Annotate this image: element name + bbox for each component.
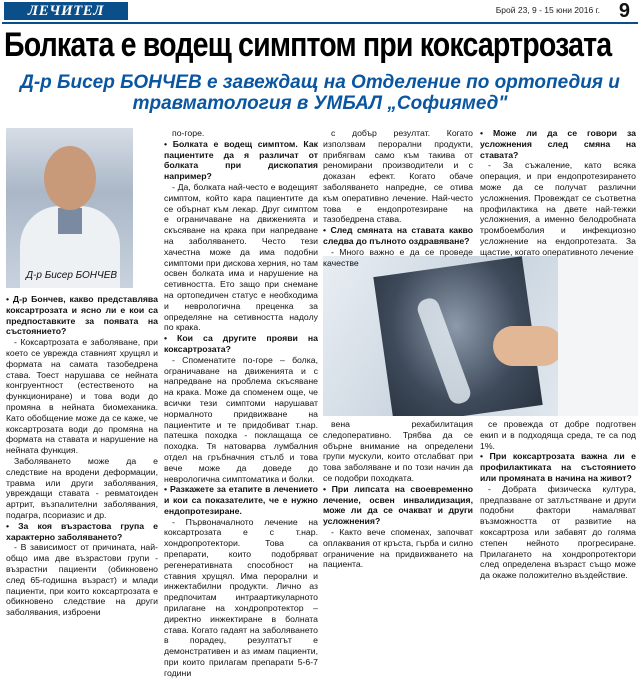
interview-answer: - За съжаление, като всяка операция, и при ендопротезирането може да се получат различни усложнения. Провеждат се съответна профилактика на двете най-тежки усложнения, а именно белодробната тромбоемболия и инфекциозно усложнение на ендопротезата. За щастие, когато оперативното лечение xyxy=(480,160,636,257)
interview-answer: Заболяването може да е следствие на вродени деформации, травма или други заболявания, увреждащи ставата - ревматоиден артрит, възпалителни заболявания, подагра, псориазис и др. xyxy=(6,455,158,520)
interview-question: • Може ли да се говори за усложнения след смяна на ставата? xyxy=(480,128,636,160)
interview-answer: - Първоначалното лечение на коксартрозата е с т.нар. хондропротектори. Това са препарати, които подобряват регенеративната способност на ставния хрущял. Има перорални и инжектабилни продукти. Лично аз предпочитам интраартикуларното прилагане на хондропротектор – директно инжектиране в болната става. Когато гадаят на заболяването в порадеџ, резултатът е демонстративен и аз имам пациенти, при които прилагам препарати 5-6-7 години xyxy=(164,516,318,678)
page-number: 9 xyxy=(618,0,630,22)
interview-answer: вена рехабилитация следоперативно. Трябва да се обърне внимание на определени групи мускули, които отслабват при това заболяване и по този начин да се подобри походката. xyxy=(323,419,473,483)
interview-answer: - Добрата физическа култура, предпазване от затлъстяване и други подобни фактори намаляват възможността от развитие на коксартроза или забавят до голяма степен нейното прогресиране. Прилагането на хондропротектори след определена възраст също може да окаже положително въздействие. xyxy=(480,483,636,581)
doctor-photo xyxy=(6,128,133,288)
interview-answer: - Да, болката най-често е водещият симптом, който кара пациентите да се обърнат към лекар. Друг симптом е ограничаване на движенията и скъсяване на крака при напредване на заболяването. Често тези хачестна може да има подобни симптоми при дискова херния, но там освен болката има и нарушение на сетивността. Ето защо при снемане на ортопедичен статус е необходима и неврологична преценка за определяне на сетивността надолу по крака. xyxy=(164,181,318,333)
interview-question: • Разкажете за етапите в лечението и кои са показателите, че е нужно ендопротезиране. xyxy=(164,484,318,516)
interview-answer: - Споменатите по-горе – болка, ограничаване на движенията и с напредване на проблема скъсяване на крака. Може да споменем още, че всички тези симптоми нарушават нормалното придвижване на пациентите и те придобиват т.нар. патешка походка - поклащаща се походка. Тя натоварва лумбалния отдел на гръбначния стълб и това вече може да доведе до неврологична симптоматика и болки. xyxy=(164,354,318,484)
newspaper-logo: ЛЕЧИТЕЛ xyxy=(4,2,128,20)
interview-question: • При липсата на своевременно лечение, освен инвалидизация, може ли да се очакват и други усложнения? xyxy=(323,483,473,527)
issue-info: Брой 23, 9 - 15 юни 2016 г. xyxy=(495,5,600,15)
interview-answer: се провежда от добре подготвен екип и в подходяща среда, те са под 1%. xyxy=(480,419,636,451)
article-column-3-bottom xyxy=(323,419,473,570)
interview-question: • При коксартрозата важна ли е профилактиката на състоянието или промяната в начина на живот? xyxy=(480,451,636,483)
interview-question: • Кои са другите прояви на коксартрозата? xyxy=(164,333,318,354)
interview-answer: - Коксартрозата е заболяване, при което се уврежда ставният хрущял и формата на самата тазобедрена става. Тоест нарушава се нейната конгруентност (естественото на функциониране) и това води до промяна в нейната биомеханика. Като обобщение може да се каже, че коксартрозата води до промяна на формата на ставата и нарушение на нейната функция. xyxy=(6,337,158,456)
article-subhead: Д-р Бисер БОНЧЕВ е завеждащ на Отделение по ортопедия и травматология в УМБАЛ „Софиямед" xyxy=(20,72,620,114)
interview-answer: - В зависимост от причината, най-общо има две възрастови групи - възрастни пациенти (обикновено след 65-годишна възраст) и млади пациенти, при които коксартрозата е обикновено следствие на други заболявания, изброени xyxy=(6,542,158,618)
header-rule xyxy=(2,22,638,24)
article-headline: Болката е водещ симптом при коксартрозата xyxy=(4,26,612,64)
interview-answer: - Много важно е да се проведе качестве xyxy=(323,246,473,268)
interview-answer: - Както вече споменах, започват оплаквания от кръста, гърба и силно ограничение на придвижването на пациента. xyxy=(323,526,473,570)
article-column-2 xyxy=(164,128,318,679)
interview-question: • Болката е водещ симптом. Как пациентите да я различат от болката при дископатия например? xyxy=(164,138,318,182)
interview-answer: с добър резултат. Когато използвам перорални продукти, прибягвам само към такива от реномирани производители и с доказан ефект. Когато обаче заболяването напредне, се отива към оперативно лечение. Най-често това е ендопротезиране на тазобедрена става. xyxy=(323,128,473,225)
article-column-4 xyxy=(480,128,636,258)
photo-caption: Д-р Бисер БОНЧЕВ xyxy=(26,270,118,281)
interview-answer: по-горе. xyxy=(172,128,205,138)
interview-question: • Д-р Бончев, какво представлява коксартрозата и ясно ли е кои са предпоставките за появата на състоянието? xyxy=(6,294,158,337)
xray-photo xyxy=(323,256,638,416)
article-column-3 xyxy=(323,128,473,268)
article-column-4-bottom xyxy=(480,419,636,581)
interview-question: • За коя възрастова група е характерно заболяването? xyxy=(6,520,158,542)
interview-question: • След смяната на ставата какво следва до пълното оздравяване? xyxy=(323,225,473,246)
article-column-1 xyxy=(6,294,158,618)
